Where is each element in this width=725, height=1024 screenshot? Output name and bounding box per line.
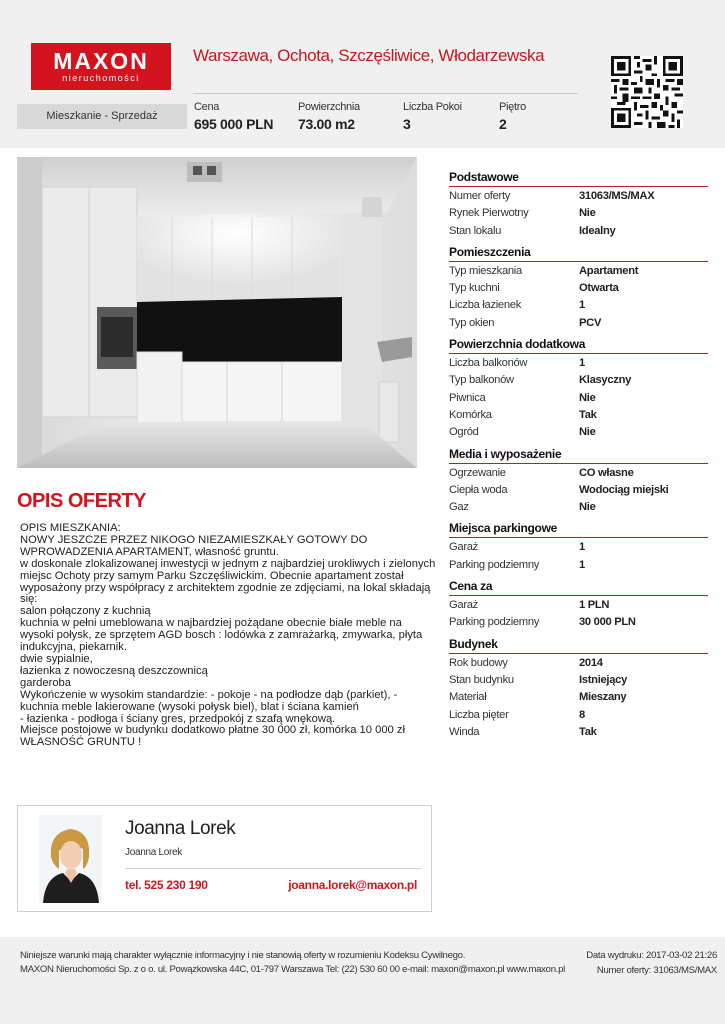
spec-value: Tak	[579, 725, 597, 738]
spec-section-title: Cena za	[449, 579, 493, 594]
description-line: się:	[20, 593, 38, 606]
agent-divider	[125, 868, 421, 869]
spec-section-basic	[449, 170, 708, 240]
spec-key: Typ mieszkania	[449, 264, 522, 277]
spec-key: Ciepła woda	[449, 483, 508, 496]
spec-value: Nie	[579, 426, 596, 439]
qr-code-icon[interactable]	[611, 56, 683, 128]
spec-key: Garaż	[449, 599, 478, 612]
spec-row	[449, 315, 708, 332]
spec-value: 31063/MS/MAX	[579, 190, 655, 202]
description-line: w doskonale zlokalizowanej inwestycji w jednym z najbardziej urokliwych i zielonych	[20, 557, 436, 570]
spec-key: Gaz	[449, 501, 469, 514]
footer-right	[586, 949, 717, 978]
description-line: miejsc Ochoty przy samym Parku Szczęśliwickim. Obecnie apartament został	[20, 569, 404, 582]
stat-value: 2	[499, 116, 507, 132]
logo-brand: MAXON	[53, 48, 149, 74]
description-line: OPIS MIESZKANIA:	[20, 522, 121, 534]
spec-section-title: Miejsca parkingowe	[449, 521, 557, 536]
spec-value: Idealny	[579, 224, 616, 237]
spec-row	[449, 539, 708, 556]
stat-floor	[499, 101, 526, 132]
spec-row	[449, 557, 708, 574]
agent-name: Joanna Lorek	[125, 818, 236, 839]
section-divider	[449, 186, 708, 187]
spec-value: 1	[579, 541, 585, 554]
section-divider	[449, 653, 708, 654]
spec-key: Liczba pięter	[449, 708, 509, 721]
offer-category: Mieszkanie - Sprzedaż	[17, 104, 187, 129]
spec-section-utilities	[449, 447, 708, 517]
stat-price	[194, 101, 273, 132]
spec-key: Typ balkonów	[449, 374, 514, 387]
spec-value: 8	[579, 708, 585, 721]
spec-table	[449, 167, 708, 746]
spec-key: Parking podziemny	[449, 558, 540, 571]
spec-value: Istniejący	[579, 673, 627, 686]
stat-area	[298, 101, 360, 132]
spec-value: Nie	[579, 391, 596, 404]
spec-row	[449, 355, 708, 372]
description-line: dwie sypialnie,	[20, 652, 93, 665]
description-line: wysoki połysk, ze sprzętem AGD bosch : lodówka z zamrażarką, zmywarka, płyta	[20, 629, 423, 642]
agent-phone-link[interactable]: tel. 525 230 190	[125, 878, 208, 892]
description-line: kuchnia w pełni umeblowana w najbardziej pożądane obecnie białe meble na	[20, 617, 402, 630]
description-line: kuchnia meble lakierowane (wysoki połysk biel), blat i ściana kamień	[20, 700, 359, 713]
description-line: łazienka z nowoczesną deszczownicą	[20, 664, 208, 677]
spec-value: 1 PLN	[579, 599, 610, 612]
spec-row	[449, 205, 708, 222]
spec-row	[449, 597, 708, 614]
spec-key: Winda	[449, 725, 480, 738]
spec-value: Klasyczny	[579, 374, 632, 387]
spec-row	[449, 465, 708, 482]
description-line: WŁASNOŚĆ GRUNTU !	[20, 736, 142, 749]
spec-value: Otwarta	[579, 282, 619, 295]
spec-row	[449, 707, 708, 724]
spec-key: Ogrzewanie	[449, 466, 506, 479]
spec-value: Apartament	[579, 264, 639, 277]
spec-value: PCV	[579, 316, 602, 329]
description-line: wyposażony przy współpracy z architektem zgodnie ze zdjęciami, na lokal składają	[20, 581, 431, 594]
spec-row	[449, 672, 708, 689]
page-footer	[0, 937, 725, 1024]
spec-value: 1	[579, 299, 585, 312]
stat-label: Powierzchnia	[298, 101, 360, 113]
logo-subtitle: nieruchomości	[62, 73, 140, 83]
footer-offer-number: Numer oferty: 31063/MS/MAX	[596, 964, 717, 976]
spec-value: 1	[579, 357, 585, 370]
spec-section-building	[449, 637, 708, 741]
spec-row	[449, 223, 708, 240]
description-text	[20, 522, 436, 749]
spec-key: Parking podziemny	[449, 616, 540, 629]
footer-left	[20, 949, 565, 976]
spec-key: Typ okien	[449, 316, 495, 329]
footer-company: MAXON Nieruchomości Sp. z o o. ul. Powązkowska 44C, 01-797 Warszawa Tel: (22) 530 60 00 e-mail: maxon@maxon.pl www.maxon.pl	[20, 963, 565, 975]
spec-row	[449, 424, 708, 441]
spec-section-parking	[449, 521, 708, 574]
stat-rooms	[403, 101, 462, 132]
spec-value: 30 000 PLN	[579, 616, 636, 629]
spec-key: Ogród	[449, 426, 479, 439]
stat-label: Piętro	[499, 101, 526, 113]
spec-section-title: Budynek	[449, 636, 498, 651]
spec-key: Materiał	[449, 691, 487, 704]
property-address: Warszawa, Ochota, Szczęśliwice, Włodarzewska	[193, 46, 545, 65]
agent-subtitle: Joanna Lorek	[125, 847, 183, 858]
spec-section-title: Podstawowe	[449, 170, 519, 184]
spec-value: 2014	[579, 656, 603, 669]
spec-row	[449, 407, 708, 424]
spec-value: Tak	[579, 408, 597, 421]
spec-key: Rok budowy	[449, 656, 508, 669]
description-line: WPROWADZENIA APARTAMENT, własność gruntu.	[20, 545, 279, 558]
spec-key: Liczba balkonów	[449, 357, 528, 370]
spec-value: 1	[579, 558, 585, 571]
description-line: - łazienka - podłoga i ściany gres, przedpokój z szafą wnękową.	[20, 712, 336, 725]
spec-row	[449, 482, 708, 499]
spec-value: CO własne	[579, 466, 634, 479]
spec-row	[449, 724, 708, 741]
spec-section-title: Pomieszczenia	[449, 244, 531, 259]
maxon-logo[interactable]	[31, 43, 171, 90]
spec-row	[449, 390, 708, 407]
agent-card	[17, 805, 432, 912]
footer-disclaimer: Niniejsze warunki mają charakter wyłącznie informacyjny i nie stanowią oferty w rozumieniu Kodeksu Cywilnego.	[20, 950, 466, 961]
agent-email-link[interactable]: joanna.lorek@maxon.pl	[288, 878, 417, 892]
description-line: NOWY JESZCZE PRZEZ NIKOGO NIEZAMIESZKAŁY GOTOWY DO	[20, 533, 368, 546]
spec-value: Wodociąg miejski	[579, 483, 669, 496]
description-line: indukcyjna, piekarnik.	[20, 641, 127, 654]
spec-row	[449, 188, 708, 205]
spec-row	[449, 689, 708, 706]
spec-key: Stan budynku	[449, 673, 514, 686]
spec-value: Nie	[579, 207, 596, 220]
spec-row	[449, 372, 708, 389]
section-divider	[449, 463, 708, 464]
description-line: salon połączony z kuchnią	[20, 605, 151, 618]
description-line: Miejsce postojowe w budynku dodatkowo płatne 30 000 zł, komórka 10 000 zł	[20, 724, 405, 737]
section-divider	[449, 261, 708, 262]
stat-label: Liczba Pokoi	[403, 101, 462, 113]
spec-key: Numer oferty	[449, 190, 511, 202]
spec-section-prices	[449, 579, 708, 632]
stat-label: Cena	[194, 101, 220, 113]
spec-section-title: Media i wyposażenie	[449, 446, 562, 461]
section-divider	[449, 537, 708, 538]
footer-print-date: Data wydruku: 2017-03-02 21:26	[586, 950, 717, 961]
spec-section-extra-area	[449, 337, 708, 441]
spec-key: Stan lokalu	[449, 224, 502, 237]
description-title: OPIS OFERTY	[17, 490, 146, 512]
spec-row	[449, 614, 708, 631]
spec-section-title: Powierzchnia dodatkowa	[449, 337, 586, 352]
spec-value: Mieszany	[579, 691, 627, 704]
stat-value: 3	[403, 116, 411, 132]
spec-value: Nie	[579, 501, 596, 514]
spec-key: Typ kuchni	[449, 282, 500, 295]
stat-value: 73.00 m2	[298, 116, 355, 132]
spec-row	[449, 297, 708, 314]
spec-key: Piwnica	[449, 391, 486, 404]
property-photo[interactable]	[17, 157, 417, 468]
description-line: Wykończenie w wysokim standardzie: - pokoje - na podłodze dąb (parkiet), -	[20, 688, 398, 701]
spec-key: Rynek Pierwotny	[449, 207, 529, 220]
section-divider	[449, 353, 708, 354]
spec-key: Komórka	[449, 408, 492, 421]
spec-key: Garaż	[449, 541, 478, 554]
spec-row	[449, 499, 708, 516]
header-divider	[193, 93, 578, 94]
spec-key: Liczba łazienek	[449, 299, 521, 312]
spec-row	[449, 263, 708, 280]
agent-avatar	[39, 815, 102, 903]
spec-row	[449, 280, 708, 297]
stat-value: 695 000 PLN	[194, 116, 274, 132]
description-line: garderoba	[20, 676, 72, 689]
page-header	[0, 0, 725, 148]
spec-row	[449, 655, 708, 672]
spec-section-rooms	[449, 245, 708, 332]
section-divider	[449, 595, 708, 596]
